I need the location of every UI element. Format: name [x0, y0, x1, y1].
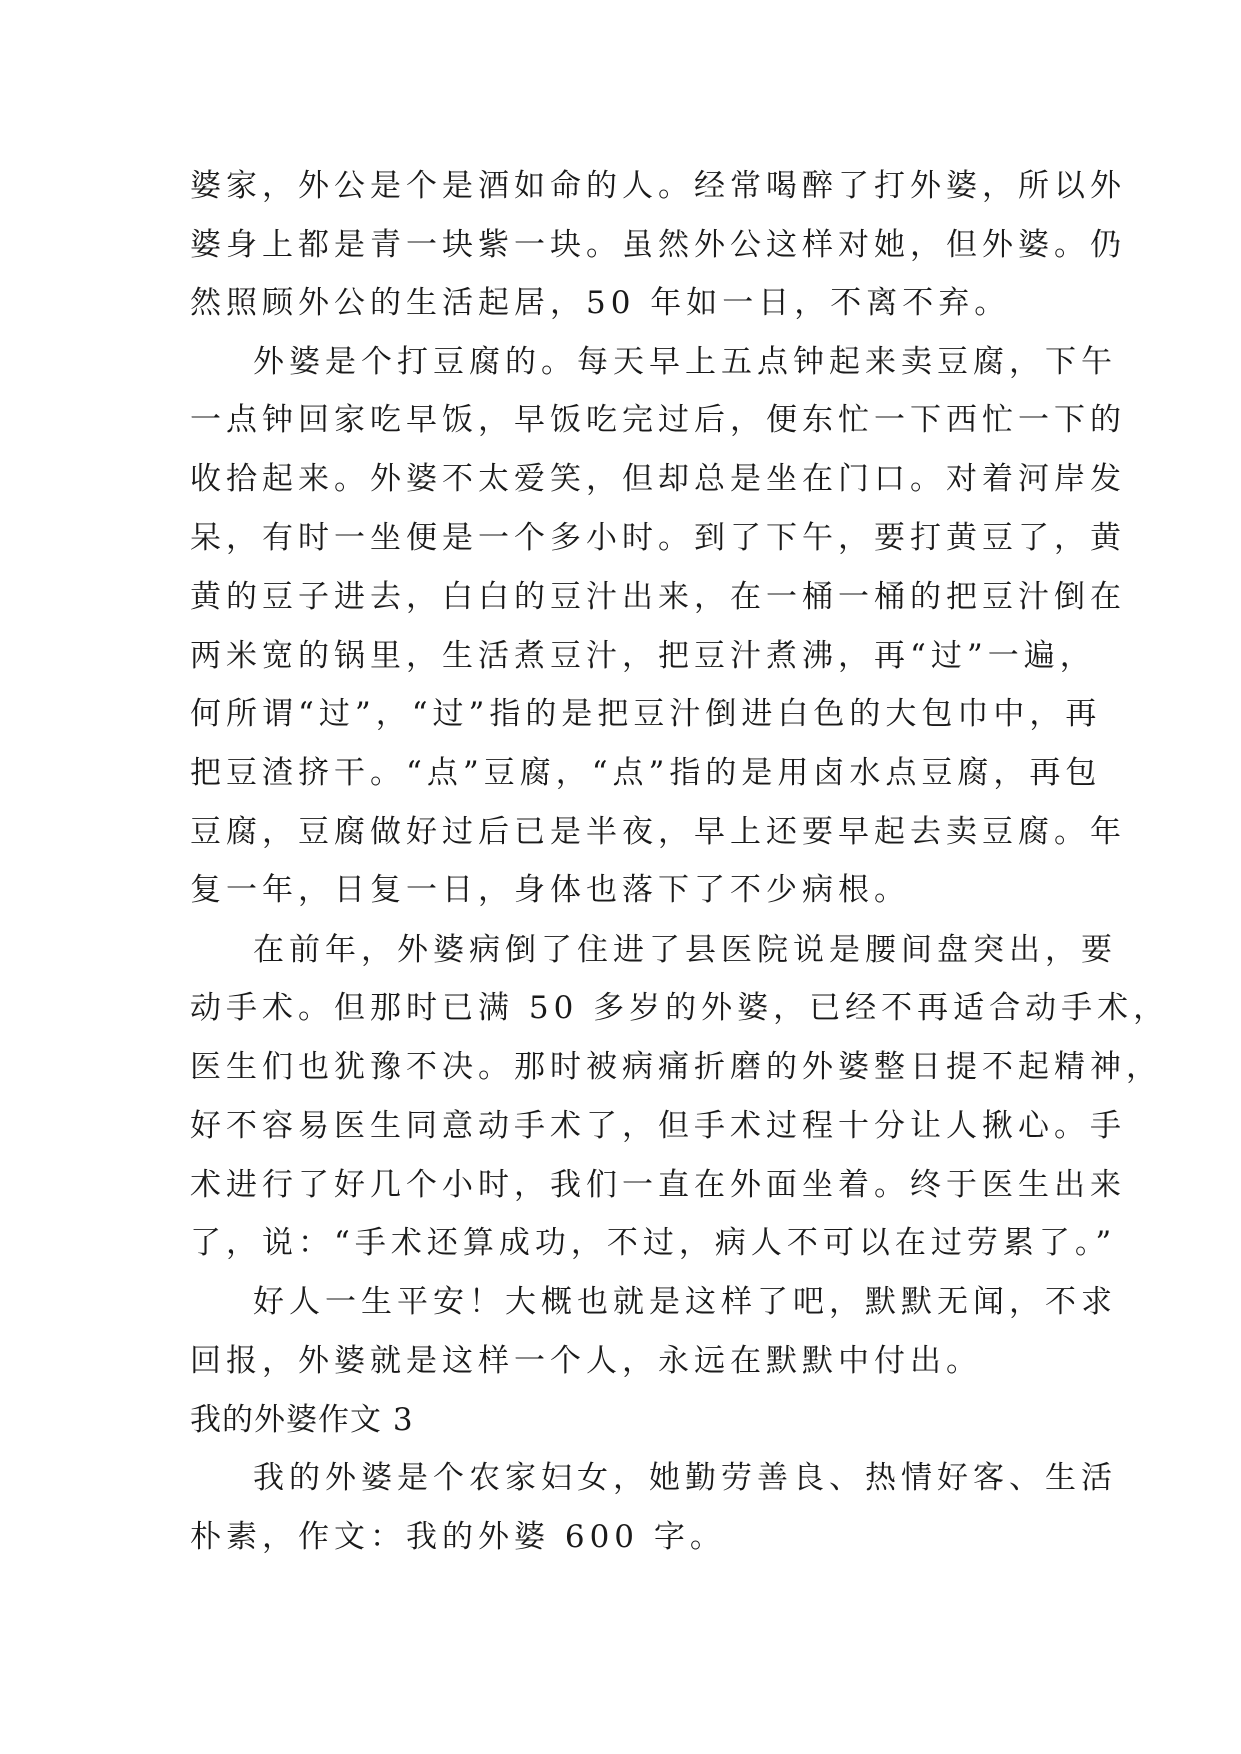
text-line: 婆身上都是青一块紫一块。虽然外公这样对她，但外婆。仍	[190, 227, 1126, 263]
text-line: 了，说：“手术还算成功，不过，病人不可以在过劳累了。”	[190, 1225, 1117, 1261]
paragraph-start-line: 外婆是个打豆腐的。每天早上五点钟起来卖豆腐，下午	[253, 344, 1117, 380]
text-line: 医生们也犹豫不决。那时被病痛折磨的外婆整日提不起精神，	[190, 1049, 1162, 1085]
text-line: 两米宽的锅里，生活煮豆汁，把豆汁煮沸，再“过”一遍，	[190, 638, 1096, 674]
paragraph-start-line: 我的外婆是个农家妇女，她勤劳善良、热情好客、生活	[253, 1460, 1117, 1496]
section-heading: 我的外婆作文 3	[190, 1402, 414, 1438]
text-line: 豆腐，豆腐做好过后已是半夜，早上还要早起去卖豆腐。年	[190, 814, 1126, 850]
text-line: 把豆渣挤干。“点”豆腐，“点”指的是用卤水点豆腐，再包	[190, 755, 1102, 791]
text-line: 复一年，日复一日，身体也落下了不少病根。	[190, 872, 910, 908]
text-line: 何所谓“过”，“过”指的是把豆汁倒进白色的大包巾中，再	[190, 696, 1102, 732]
text-line: 好不容易医生同意动手术了，但手术过程十分让人揪心。手	[190, 1108, 1126, 1144]
text-line: 呆，有时一坐便是一个多小时。到了下午，要打黄豆了，黄	[190, 520, 1126, 556]
text-line: 婆家，外公是个是酒如命的人。经常喝醉了打外婆，所以外	[190, 168, 1126, 204]
text-line: 朴素，作文：我的外婆 600 字。	[190, 1519, 726, 1555]
text-line: 动手术。但那时已满 50 多岁的外婆，已经不再适合动手术，	[190, 990, 1170, 1026]
text-line: 黄的豆子进去，白白的豆汁出来，在一桶一桶的把豆汁倒在	[190, 579, 1126, 615]
text-line: 术进行了好几个小时，我们一直在外面坐着。终于医生出来	[190, 1167, 1126, 1203]
text-line: 一点钟回家吃早饭，早饭吃完过后，便东忙一下西忙一下的	[190, 402, 1126, 438]
paragraph-start-line: 好人一生平安！大概也就是这样了吧，默默无闻，不求	[253, 1284, 1117, 1320]
paragraph-start-line: 在前年，外婆病倒了住进了县医院说是腰间盘突出，要	[253, 932, 1117, 968]
text-line: 回报，外婆就是这样一个人，永远在默默中付出。	[190, 1343, 982, 1379]
text-line: 然照顾外公的生活起居，50 年如一日，不离不弃。	[190, 285, 1011, 321]
text-line: 收拾起来。外婆不太爱笑，但却总是坐在门口。对着河岸发	[190, 461, 1126, 497]
